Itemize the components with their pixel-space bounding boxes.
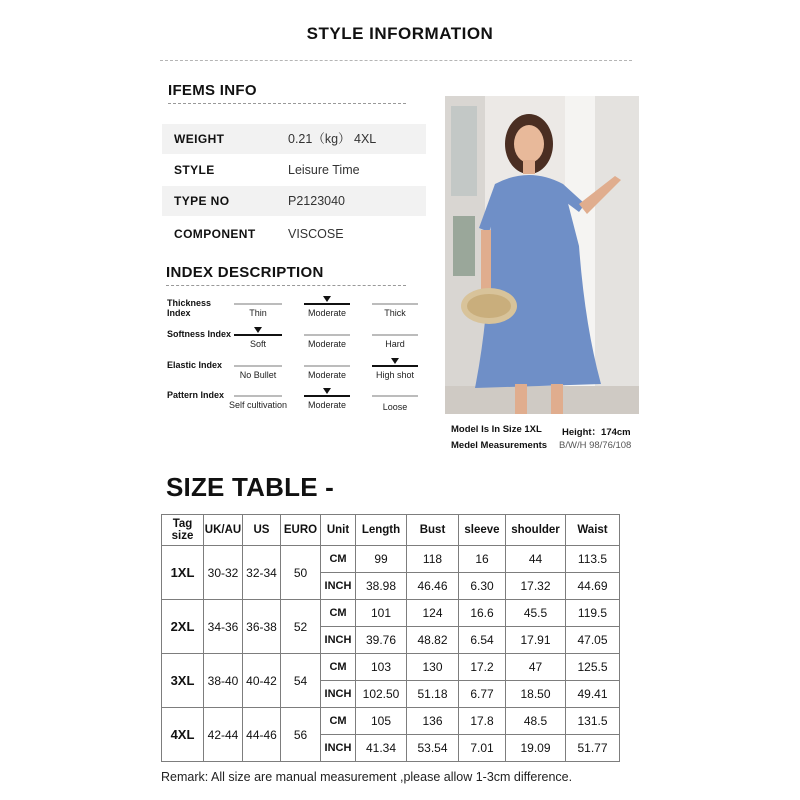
- index-option-label: Moderate: [307, 308, 347, 318]
- table-row: [162, 600, 620, 627]
- index-description-heading: INDEX DESCRIPTION: [166, 264, 324, 281]
- index-option-label: High shot: [375, 370, 415, 380]
- shoulder-cell: 17.32: [506, 573, 566, 600]
- length-cell: 41.34: [356, 735, 407, 762]
- waist-cell: 119.5: [566, 600, 620, 627]
- us-cell: 44-46: [243, 708, 281, 762]
- title-divider: [160, 60, 632, 61]
- index-scale-segment: [234, 365, 282, 367]
- index-scale-segment: [372, 395, 418, 397]
- tag-size-cell: 3XL: [162, 654, 204, 708]
- index-marker-icon: [323, 388, 331, 394]
- index-option-label: Thin: [249, 308, 267, 318]
- sleeve-cell: 16.6: [459, 600, 506, 627]
- waist-cell: 131.5: [566, 708, 620, 735]
- info-row-component: [162, 219, 426, 249]
- header-sleeve: sleeve: [459, 515, 506, 546]
- index-label: Elastic Index: [167, 360, 223, 370]
- bust-cell: 46.46: [407, 573, 459, 600]
- index-label: Softness Index: [167, 329, 232, 339]
- index-option-label: Soft: [249, 339, 266, 349]
- us-cell: 32-34: [243, 546, 281, 600]
- index-scale-segment: [234, 334, 282, 336]
- model-measure-label: Medel Measurements: [451, 440, 548, 451]
- shoulder-cell: 47: [506, 654, 566, 681]
- bust-cell: 48.82: [407, 627, 459, 654]
- unit-cell: CM: [321, 708, 356, 735]
- index-scale-segment: [234, 303, 282, 305]
- unit-cell: INCH: [321, 627, 356, 654]
- tag-size-cell: 2XL: [162, 600, 204, 654]
- size-table-body: [162, 546, 620, 762]
- info-row-type-no: [162, 186, 426, 216]
- index-scale-segment: [234, 395, 282, 397]
- model-photo-image: [445, 96, 639, 414]
- bust-cell: 53.54: [407, 735, 459, 762]
- table-row: [162, 654, 620, 681]
- length-cell: 102.50: [356, 681, 407, 708]
- header-unit: Unit: [321, 515, 356, 546]
- bust-cell: 124: [407, 600, 459, 627]
- size-table: [161, 514, 620, 762]
- waist-cell: 44.69: [566, 573, 620, 600]
- model-height-label: Height：174cm: [562, 427, 631, 438]
- shoulder-cell: 44: [506, 546, 566, 573]
- sleeve-cell: 17.8: [459, 708, 506, 735]
- shoulder-cell: 19.09: [506, 735, 566, 762]
- info-value: VISCOSE: [288, 227, 344, 241]
- unit-cell: INCH: [321, 573, 356, 600]
- items-info-divider: [168, 103, 406, 104]
- uk-au-cell: 34-36: [204, 600, 243, 654]
- header-bust: Bust: [407, 515, 459, 546]
- model-size-label: Model Is In Size 1XL: [451, 424, 542, 435]
- length-cell: 101: [356, 600, 407, 627]
- unit-cell: INCH: [321, 681, 356, 708]
- header-tag-size: Tag size: [162, 515, 204, 546]
- header-shoulder: shoulder: [506, 515, 566, 546]
- waist-cell: 49.41: [566, 681, 620, 708]
- model-height-caption: [562, 424, 631, 438]
- unit-cell: CM: [321, 546, 356, 573]
- euro-cell: 52: [281, 600, 321, 654]
- index-scale-segment: [372, 303, 418, 305]
- index-scale-segment: [304, 395, 350, 397]
- sleeve-cell: 16: [459, 546, 506, 573]
- index-marker-icon: [323, 296, 331, 302]
- us-cell: 36-38: [243, 600, 281, 654]
- index-scale-segment: [372, 334, 418, 336]
- index-option-label: Self cultivation: [228, 400, 288, 410]
- bust-cell: 118: [407, 546, 459, 573]
- shoulder-cell: 45.5: [506, 600, 566, 627]
- us-cell: 40-42: [243, 654, 281, 708]
- index-option-label: No Bullet: [239, 370, 277, 380]
- index-scale-segment: [304, 303, 350, 305]
- model-measure-caption: [451, 440, 547, 451]
- index-label: Thickness Index: [167, 298, 212, 318]
- waist-cell: 125.5: [566, 654, 620, 681]
- tag-size-cell: 4XL: [162, 708, 204, 762]
- sleeve-cell: 6.54: [459, 627, 506, 654]
- info-label: STYLE: [174, 163, 215, 177]
- index-option-label: Moderate: [307, 339, 347, 349]
- index-marker-icon: [254, 327, 262, 333]
- header-waist: Waist: [566, 515, 620, 546]
- index-option-label: Loose: [382, 402, 408, 412]
- header-us: US: [243, 515, 281, 546]
- index-option-label: Moderate: [307, 370, 347, 380]
- info-row-weight: [162, 124, 426, 154]
- sleeve-cell: 6.77: [459, 681, 506, 708]
- unit-cell: CM: [321, 654, 356, 681]
- header-uk-au: UK/AU: [204, 515, 243, 546]
- tag-size-cell: 1XL: [162, 546, 204, 600]
- info-label: COMPONENT: [174, 227, 256, 241]
- shoulder-cell: 17.91: [506, 627, 566, 654]
- uk-au-cell: 42-44: [204, 708, 243, 762]
- info-label: TYPE NO: [174, 194, 230, 208]
- table-row: [162, 546, 620, 573]
- shoulder-cell: 48.5: [506, 708, 566, 735]
- euro-cell: 50: [281, 546, 321, 600]
- uk-au-cell: 30-32: [204, 546, 243, 600]
- page-title: STYLE INFORMATION: [306, 24, 494, 43]
- items-info-heading: IFEMS INFO: [168, 82, 257, 99]
- info-label: WEIGHT: [174, 132, 225, 146]
- size-table-title: SIZE TABLE -: [166, 472, 335, 502]
- index-option-label: Moderate: [307, 400, 347, 410]
- bust-cell: 51.18: [407, 681, 459, 708]
- index-scale-segment: [372, 365, 418, 367]
- index-marker-icon: [391, 358, 399, 364]
- uk-au-cell: 38-40: [204, 654, 243, 708]
- model-measure-value: B/W/H 98/76/108: [559, 440, 632, 451]
- length-cell: 103: [356, 654, 407, 681]
- euro-cell: 54: [281, 654, 321, 708]
- unit-cell: CM: [321, 600, 356, 627]
- index-option-label: Hard: [385, 339, 405, 349]
- index-label: Pattern Index: [167, 390, 225, 400]
- model-size-caption: [451, 424, 542, 435]
- bust-cell: 130: [407, 654, 459, 681]
- sleeve-cell: 6.30: [459, 573, 506, 600]
- shoulder-cell: 18.50: [506, 681, 566, 708]
- length-cell: 105: [356, 708, 407, 735]
- index-option-label: Thick: [384, 308, 406, 318]
- info-value: P2123040: [288, 194, 346, 208]
- waist-cell: 47.05: [566, 627, 620, 654]
- info-value: 0.21（kg） 4XL: [288, 132, 377, 146]
- index-scale-segment: [304, 334, 350, 336]
- length-cell: 99: [356, 546, 407, 573]
- waist-cell: 113.5: [566, 546, 620, 573]
- info-value: Leisure Time: [288, 163, 360, 177]
- header-euro: EURO: [281, 515, 321, 546]
- model-measure-value-caption: [559, 440, 631, 451]
- remark-text: Remark: All size are manual measurement ,please allow 1-3cm difference.: [161, 770, 573, 784]
- length-cell: 39.76: [356, 627, 407, 654]
- waist-cell: 51.77: [566, 735, 620, 762]
- index-scale-segment: [304, 365, 350, 367]
- size-table-header-row: [162, 515, 620, 546]
- length-cell: 38.98: [356, 573, 407, 600]
- sleeve-cell: 7.01: [459, 735, 506, 762]
- bust-cell: 136: [407, 708, 459, 735]
- index-description-divider: [166, 285, 406, 286]
- unit-cell: INCH: [321, 735, 356, 762]
- info-row-style: [162, 155, 426, 185]
- sleeve-cell: 17.2: [459, 654, 506, 681]
- model-photo: [445, 96, 639, 414]
- header-length: Length: [356, 515, 407, 546]
- table-row: [162, 708, 620, 735]
- euro-cell: 56: [281, 708, 321, 762]
